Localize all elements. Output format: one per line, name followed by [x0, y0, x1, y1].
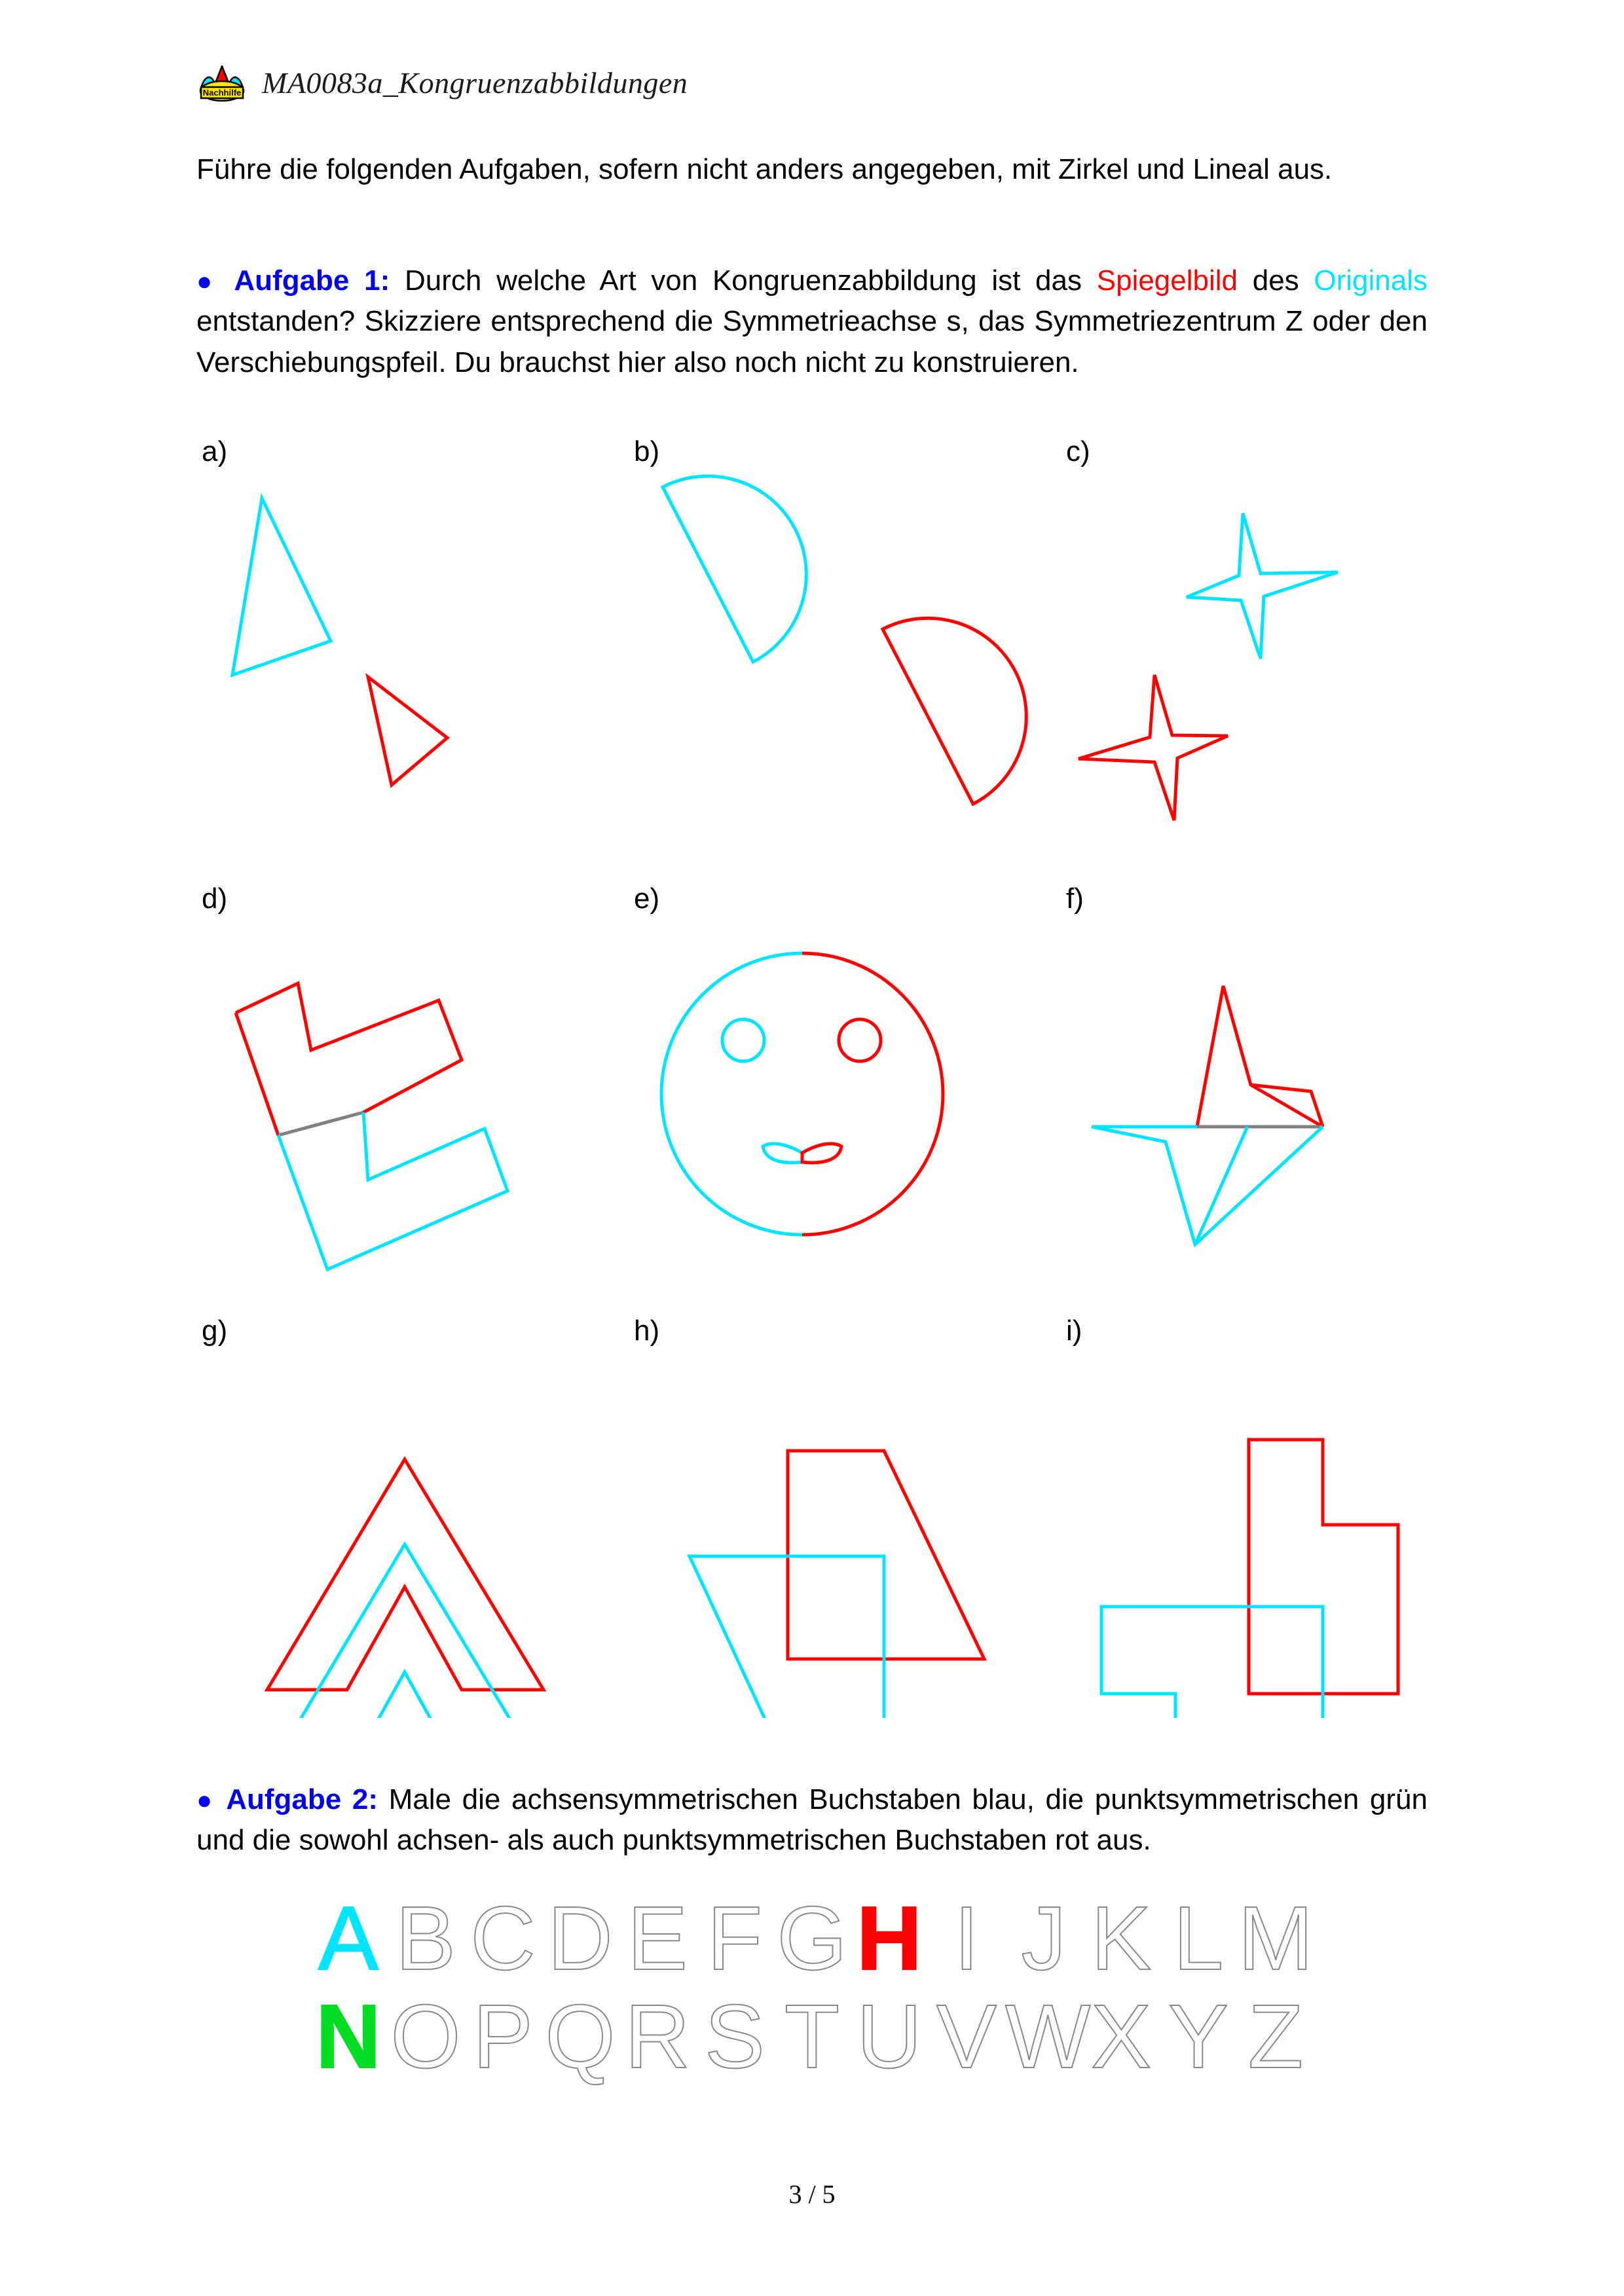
- letter-t[interactable]: T: [784, 1986, 840, 2087]
- image-l-polygon-upper: [236, 983, 462, 1112]
- task-1-paragraph: [196, 261, 1428, 383]
- alphabet-row-1: [196, 1886, 1428, 1989]
- original-chevron: [267, 1544, 544, 1718]
- figure-c-label: c): [1066, 435, 1090, 467]
- figure-f-label: f): [1066, 883, 1084, 915]
- image-triangle: [368, 677, 447, 785]
- figure-h-drawing: [629, 1351, 1061, 1718]
- task-1-text-part2: des: [1238, 264, 1314, 297]
- letter-b[interactable]: B: [395, 1888, 456, 1989]
- letter-a[interactable]: A: [318, 1888, 379, 1989]
- figure-a: [196, 435, 629, 841]
- figure-h: [629, 1315, 1061, 1721]
- intro-paragraph: [196, 149, 1428, 190]
- figure-h-label: h): [634, 1315, 660, 1347]
- letter-i[interactable]: I: [953, 1888, 980, 1989]
- figure-e-drawing: [629, 919, 1061, 1286]
- task-2-paragraph: [196, 1779, 1428, 1861]
- page-header: [196, 62, 688, 103]
- figure-g-label: g): [202, 1315, 228, 1347]
- task-1-text-part3: entstanden? Skizziere entsprechend die Symmetrieachse s, das Symmetriezentrum Z oder den Verschiebungspfeil. Du brauchst hier also noch nicht zu konstruieren.: [196, 305, 1428, 378]
- figure-i-label: i): [1066, 1315, 1082, 1347]
- task-2-label: Aufgabe 2:: [226, 1783, 378, 1815]
- figure-a-drawing: [196, 472, 629, 839]
- image-chevron: [267, 1459, 544, 1690]
- letter-s[interactable]: S: [704, 1986, 766, 2087]
- figure-f-drawing: [1061, 919, 1519, 1286]
- letter-o[interactable]: O: [390, 1986, 461, 2087]
- task-1-text-part1: Durch welche Art von Kongruenzabbildung ist das: [390, 264, 1097, 297]
- task-1-highlight-originals: Originals: [1314, 264, 1428, 297]
- alphabet-row-2: [196, 1984, 1428, 2087]
- letter-m[interactable]: M: [1238, 1888, 1314, 1989]
- letter-f[interactable]: F: [707, 1888, 763, 1989]
- figure-c-drawing: [1061, 472, 1519, 839]
- figure-e-label: e): [634, 883, 660, 915]
- letter-p[interactable]: P: [472, 1986, 534, 2087]
- figure-d-drawing: [196, 919, 629, 1286]
- image-half-disc: [883, 618, 1026, 804]
- figure-b-drawing: [629, 472, 1061, 839]
- original-left-eye: [722, 1019, 764, 1061]
- letter-g[interactable]: G: [777, 1888, 847, 1989]
- letter-e[interactable]: E: [627, 1888, 688, 1989]
- original-face-outline: [661, 953, 802, 1235]
- alphabet-block: [196, 1886, 1428, 2087]
- letter-y[interactable]: Y: [1168, 1986, 1229, 2087]
- letter-r[interactable]: R: [625, 1986, 690, 2087]
- letter-l[interactable]: L: [1173, 1888, 1224, 1989]
- letter-w[interactable]: W: [1005, 1986, 1091, 2087]
- task-2-text: Male die achsensymmetrischen Buchstaben blau, die punktsymmetrischen grün und die sowohl achsen- als auch punktsymmetrischen Buchstaben rot aus.: [196, 1783, 1428, 1857]
- original-l-polygon-lower: [278, 1112, 507, 1269]
- image-right-eye: [839, 1019, 881, 1061]
- figure-d: [196, 883, 629, 1288]
- letter-d[interactable]: D: [547, 1888, 613, 1989]
- letter-j[interactable]: J: [1021, 1888, 1067, 1989]
- figure-a-label: a): [202, 435, 228, 467]
- task-1-highlight-spiegelbild: Spiegelbild: [1096, 264, 1238, 297]
- original-star-lower: [1092, 1127, 1323, 1245]
- letter-x[interactable]: X: [1090, 1986, 1152, 2087]
- image-l-polygon-edge: [236, 1013, 278, 1135]
- original-half-disc: [663, 476, 806, 662]
- figure-c: [1061, 435, 1519, 841]
- original-triangle: [232, 498, 331, 675]
- figure-g: [196, 1315, 629, 1721]
- image-mouth-half: [802, 1144, 841, 1163]
- figure-i-drawing: [1061, 1351, 1519, 1718]
- document-title: MA0083a_Kongruenzabbildungen: [262, 65, 688, 100]
- task-2-bullet-icon: ●: [196, 1786, 215, 1815]
- point-reflection-axis-d: [278, 1112, 363, 1135]
- nachhilfe-logo-icon: [196, 62, 248, 103]
- letter-q[interactable]: Q: [545, 1986, 616, 2087]
- letter-z[interactable]: Z: [1247, 1986, 1304, 2087]
- page-number: 3 / 5: [788, 2179, 836, 2209]
- original-star: [1187, 513, 1338, 659]
- figure-i: [1061, 1315, 1519, 1721]
- image-star-upper: [1197, 986, 1323, 1127]
- letter-n[interactable]: N: [316, 1986, 381, 2087]
- figure-b: [629, 435, 1061, 841]
- original-hexomino: [1101, 1607, 1323, 1718]
- intro-text: Führe die folgenden Aufgaben, sofern nicht anders angegeben, mit Zirkel und Lineal aus.: [196, 153, 1333, 185]
- letter-c[interactable]: C: [470, 1888, 536, 1989]
- letter-k[interactable]: K: [1090, 1888, 1152, 1989]
- figure-g-drawing: [196, 1351, 629, 1718]
- page-footer: [0, 2179, 1624, 2210]
- figure-f: [1061, 883, 1519, 1288]
- figure-b-label: b): [634, 435, 660, 467]
- letter-h[interactable]: H: [857, 1888, 922, 1989]
- original-star-lower-b: [1195, 1127, 1247, 1245]
- figure-d-label: d): [202, 883, 228, 915]
- figure-e: [629, 883, 1061, 1288]
- task-1-bullet-icon: ●: [196, 267, 219, 296]
- letter-v[interactable]: V: [936, 1986, 997, 2087]
- task-1-label: Aufgabe 1:: [234, 264, 390, 297]
- svg-text:Nachhilfe: Nachhilfe: [202, 88, 242, 98]
- letter-u[interactable]: U: [857, 1986, 922, 2087]
- image-face-outline: [802, 953, 943, 1235]
- image-star: [1079, 675, 1228, 820]
- original-mouth-half: [763, 1144, 802, 1163]
